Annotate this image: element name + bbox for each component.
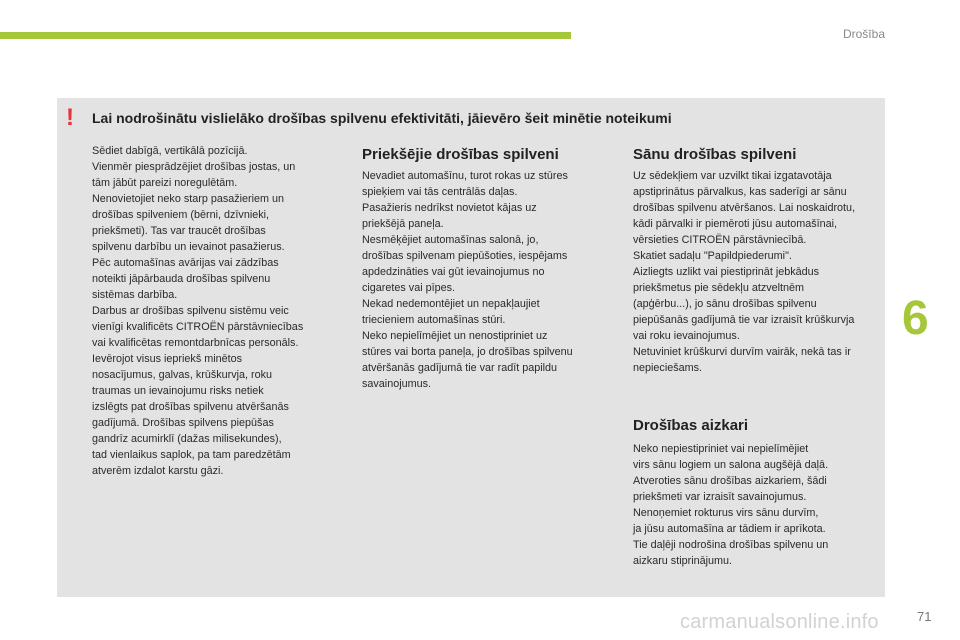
- text-line: vai roku ievainojumus.: [633, 330, 740, 342]
- text-line: tām jābūt pareizi noregulētām.: [92, 177, 238, 189]
- text-line: vērsieties CITROËN pārstāvniecībā.: [633, 234, 807, 246]
- text-line: vienīgi kvalificēts CITROËN pārstāvniecības: [92, 321, 304, 333]
- text-line: Netuviniet krūškurvi durvīm vairāk, nekā tas ir: [633, 346, 851, 358]
- text-line: Darbus ar drošības spilvenu sistēmu veic: [92, 305, 289, 317]
- text-line: apstiprinātus pārvalkus, kas saderīgi ar sānu: [633, 186, 847, 198]
- text-line: Skatiet sadaļu "Papildpiederumi".: [633, 250, 792, 262]
- text-line: gadījumā. Drošības spilvens piepūšas: [92, 417, 274, 429]
- text-line: savainojumus.: [362, 378, 432, 390]
- text-line: Neko nepiestipriniet vai nepielīmējiet: [633, 443, 809, 455]
- text-line: priekšējā paneļa.: [362, 218, 444, 230]
- text-line: Aizliegts uzlikt vai piestiprināt jebkādus: [633, 266, 820, 278]
- text-line: Nesmēķējiet automašīnas salonā, jo,: [362, 234, 539, 246]
- text-line: vai kvalificētas remontdarbnīcas personāls.: [92, 337, 299, 349]
- text-line: spilvenu darbību un ievainot pasažierus.: [92, 241, 285, 253]
- text-line: Pēc automašīnas avārijas vai zādzības: [92, 257, 279, 269]
- text-line: priekšmetus pie sēdekļu atzveltnēm: [633, 282, 805, 294]
- text-line: priekšmeti var izraisīt savainojumus.: [633, 491, 807, 503]
- text-line: Pasažieris nedrīkst novietot kājas uz: [362, 202, 537, 214]
- text-line: stūres vai borta paneļa, jo drošības spilvenu: [362, 346, 573, 358]
- side-airbags-text: [633, 168, 883, 376]
- text-line: triecieniem automašīnas stūri.: [362, 314, 506, 326]
- text-line: kādi pārvalki ir piemēroti jūsu automašīnai,: [633, 218, 838, 230]
- text-line: nepieciešams.: [633, 362, 703, 374]
- text-line: Nenoņemiet rokturus virs sānu durvīm,: [633, 507, 819, 519]
- text-line: Nevadiet automašīnu, turot rokas uz stūres: [362, 170, 568, 182]
- text-line: apdedzināties vai gūt ievainojumus no: [362, 266, 545, 278]
- text-line: noteikti jāpārbauda drošības spilvenu: [92, 273, 271, 285]
- page-number: 71: [917, 609, 932, 624]
- accent-bar: [0, 32, 571, 39]
- text-line: gandrīz acumirklī (dažas milisekundes),: [92, 433, 282, 445]
- chapter-number: 6: [902, 292, 929, 345]
- text-line: Nenovietojiet neko starp pasažieriem un: [92, 193, 285, 205]
- front-airbags-title: Priekšējie drošības spilveni: [362, 146, 559, 163]
- text-line: drošības spilveniem (bērni, dzīvnieki,: [92, 209, 270, 221]
- text-line: piepūšanās gadījumā tie var izraisīt krūškurvja: [633, 314, 855, 326]
- text-line: Nekad nedemontējiet un nepakļaujiet: [362, 298, 540, 310]
- text-line: izslēgts pat drošības spilvenu atvēršanās: [92, 401, 289, 413]
- curtain-airbags-text: [633, 441, 883, 569]
- text-line: cigaretes vai pīpes.: [362, 282, 456, 294]
- text-line: priekšmeti). Tas var traucēt drošības: [92, 225, 266, 237]
- notice-headline: Lai nodrošinātu vislielāko drošības spilvenu efektivitāti, jāievēro šeit minētie noteikumi: [92, 110, 672, 126]
- text-line: sistēmas darbība.: [92, 289, 178, 301]
- watermark: carmanualsonline.info: [680, 611, 879, 633]
- exclamation-icon: !: [66, 104, 74, 131]
- text-line: Vienmēr piesprādzējiet drošības jostas, un: [92, 161, 296, 173]
- text-line: ja jūsu automašīna ar tādiem ir aprīkota.: [633, 523, 826, 535]
- text-line: atvēršanās gadījumā tie var radīt papildu: [362, 362, 558, 374]
- text-line: atverēm izdalot karstu gāzi.: [92, 465, 224, 477]
- text-line: drošības spilvenu atvēršanos. Lai noskaidrotu,: [633, 202, 856, 214]
- text-line: Ievērojot visus iepriekš minētos: [92, 353, 243, 365]
- general-rules-text: [92, 143, 347, 479]
- section-title: Drošība: [842, 27, 885, 41]
- curtain-airbags-title: Drošības aizkari: [633, 417, 749, 434]
- text-line: virs sānu logiem un salona augšējā daļā.: [633, 459, 829, 471]
- text-line: Atveroties sānu drošības aizkariem, šādi: [633, 475, 827, 487]
- text-line: traumas un ievainojumu risks netiek: [92, 385, 264, 397]
- text-line: nosacījumus, galvas, krūškurvja, roku: [92, 369, 273, 381]
- text-line: Neko nepielīmējiet un nenostipriniet uz: [362, 330, 548, 342]
- text-line: Sēdiet dabīgā, vertikālā pozīcijā.: [92, 145, 248, 157]
- text-line: aizkaru stiprinājumu.: [633, 555, 733, 567]
- side-airbags-title: Sānu drošības spilveni: [633, 146, 797, 163]
- text-line: (apģērbu...), jo sānu drošības spilvenu: [633, 298, 817, 310]
- text-line: Tie daļēji nodrošina drošības spilvenu un: [633, 539, 829, 551]
- text-line: tad vienlaikus saplok, pa tam paredzētām: [92, 449, 291, 461]
- text-line: spieķiem vai tās centrālās daļas.: [362, 186, 518, 198]
- text-line: drošības spilvenam piepūšoties, iespējams: [362, 250, 568, 262]
- front-airbags-text: [362, 168, 612, 392]
- text-line: Uz sēdekļiem var uzvilkt tikai izgatavotāja: [633, 170, 832, 182]
